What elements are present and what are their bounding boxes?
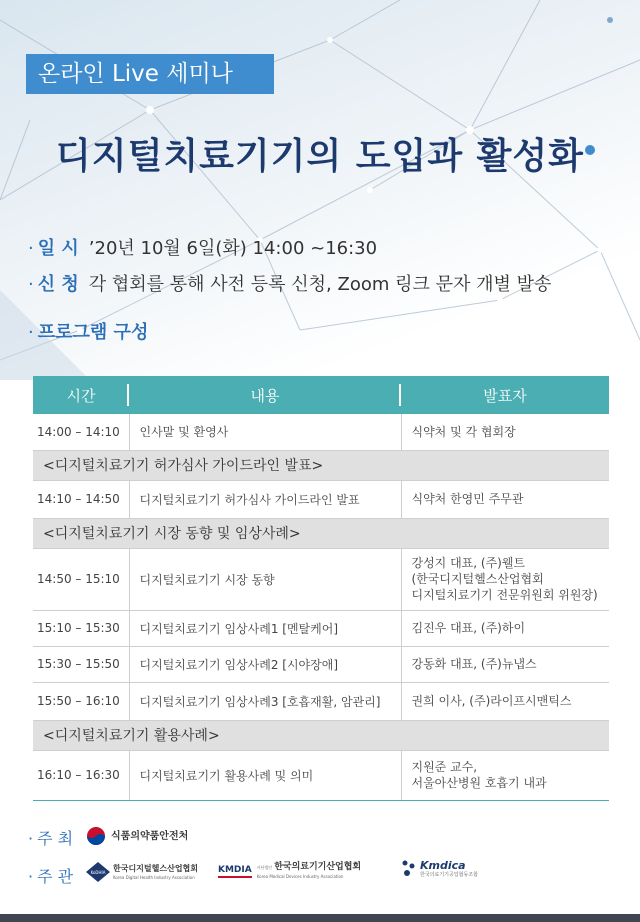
- header-speaker: 발표자: [401, 376, 609, 414]
- organizer-label: 주 관: [37, 867, 74, 886]
- kodhia-name: 한국디지털헬스산업협회: [113, 864, 199, 873]
- row-speaker: 강동화 대표, (주)뉴냅스: [401, 646, 609, 682]
- table-row: [33, 682, 609, 720]
- row-speaker: [401, 750, 609, 800]
- row-content: 디지털치료기기 임상사례3 [호흡재활, 암관리]: [129, 682, 401, 720]
- kmdia-mark: KMDIA: [218, 865, 252, 878]
- row-time: 14:50 – 15:10: [33, 548, 129, 610]
- row-content: 디지털치료기기 활용사례 및 의미: [129, 750, 401, 800]
- kmdica-name: Kmdica: [420, 858, 466, 872]
- kmdica-text-block: [420, 860, 478, 879]
- row-content: 디지털치료기기 임상사례2 [시야장애]: [129, 646, 401, 682]
- table-row: [33, 480, 609, 518]
- apply-value: 각 협회를 통해 사전 등록 신청, Zoom 링크 문자 개별 발송: [88, 274, 552, 295]
- row-time: 15:30 – 15:50: [33, 646, 129, 682]
- kmdia-text-block: [257, 862, 361, 880]
- row-time: 14:10 – 14:50: [33, 480, 129, 518]
- table-row: [33, 548, 609, 610]
- info-program-line: [28, 318, 158, 344]
- row-time: 16:10 – 16:30: [33, 750, 129, 800]
- speaker-line: 지원준 교수,: [411, 760, 478, 774]
- kodhia-subtext: Korea Digital Health Industry Association: [113, 875, 195, 880]
- program-label: 프로그램 구성: [37, 322, 149, 343]
- row-speaker: 식약처 및 각 협회장: [401, 414, 609, 450]
- info-apply-line: [28, 270, 551, 296]
- mfds-emblem-icon: [86, 826, 106, 846]
- organizer-row: [28, 864, 73, 887]
- row-speaker: 김진우 대표, (주)하이: [401, 610, 609, 646]
- program-schedule-table: [33, 376, 609, 801]
- row-time: 15:10 – 15:30: [33, 610, 129, 646]
- kmdia-name: 한국의료기기산업협회: [274, 862, 362, 872]
- date-value: ’20년 10월 6일(화) 14:00 ~16:30: [88, 238, 378, 259]
- section-row: [33, 720, 609, 750]
- table-row: [33, 414, 609, 450]
- row-time: 14:00 – 14:10: [33, 414, 129, 450]
- header-time: 시간: [33, 376, 129, 414]
- kodhia-text-block: [113, 863, 198, 881]
- footer-bar: [0, 914, 640, 922]
- host-row: [28, 826, 73, 849]
- header-content: 내용: [129, 376, 401, 414]
- bullet-dot: ·: [28, 274, 34, 295]
- section-row: [33, 518, 609, 548]
- row-content: 인사말 및 환영사: [129, 414, 401, 450]
- section-title: <디지털치료기기 시장 동향 및 임상사례>: [33, 518, 609, 548]
- speaker-line: 강성지 대표, (주)웰트: [411, 556, 526, 570]
- section-title: <디지털치료기기 활용사례>: [33, 720, 609, 750]
- kmdica-logo: [400, 858, 478, 880]
- table-header-row: [33, 376, 609, 414]
- table-row: [33, 610, 609, 646]
- row-speaker: 권희 이사, (주)라이프시맨틱스: [401, 682, 609, 720]
- row-content: 디지털치료기기 임상사례1 [멘탈케어]: [129, 610, 401, 646]
- kodhia-logo: [86, 862, 198, 882]
- kmdia-name-row: [257, 862, 361, 873]
- kmdica-dots-icon: [400, 858, 418, 880]
- date-label: 일 시: [37, 238, 79, 259]
- kmdia-subtext: Korea Medical Devices Industry Association: [256, 874, 344, 879]
- bullet-dot: ·: [28, 322, 34, 343]
- row-speaker: 식약처 한영민 주무관: [401, 480, 609, 518]
- speaker-line: (한국디지털헬스산업협회: [411, 572, 544, 586]
- row-speaker: [401, 548, 609, 610]
- bullet-dot: ·: [28, 867, 34, 886]
- bullet-dot: ·: [28, 238, 34, 259]
- kmdia-prefix: 사단법인: [256, 865, 273, 870]
- speaker-line: 디지털치료기기 전문위원회 위원장): [411, 588, 598, 602]
- page-title: 디지털치료기기의 도입과 활성화: [56, 136, 584, 177]
- mfds-logo-text: 식품의약품안전처: [111, 830, 189, 842]
- kmdia-logo: [218, 862, 361, 880]
- row-time: 15:50 – 16:10: [33, 682, 129, 720]
- section-row: [33, 450, 609, 480]
- row-content: 디지털치료기기 시장 동향: [129, 548, 401, 610]
- bullet-dot: ·: [28, 829, 34, 848]
- apply-label: 신 청: [37, 274, 79, 295]
- kodhia-mark: KoDHIA: [90, 870, 106, 875]
- info-date-line: [28, 234, 377, 260]
- section-title: <디지털치료기기 허가심사 가이드라인 발표>: [33, 450, 609, 480]
- row-content: 디지털치료기기 허가심사 가이드라인 발표: [129, 480, 401, 518]
- mfds-logo: [86, 826, 188, 846]
- online-seminar-badge: 온라인 Live 세미나: [26, 54, 274, 94]
- table-row: [33, 750, 609, 800]
- table-row: [33, 646, 609, 682]
- kmdica-subtext: 한국의료기기공업협동조합: [420, 871, 478, 878]
- kodhia-diamond-icon: [86, 862, 110, 882]
- speaker-line: 서울아산병원 호흡기 내과: [411, 776, 547, 790]
- host-label: 주 최: [37, 829, 74, 848]
